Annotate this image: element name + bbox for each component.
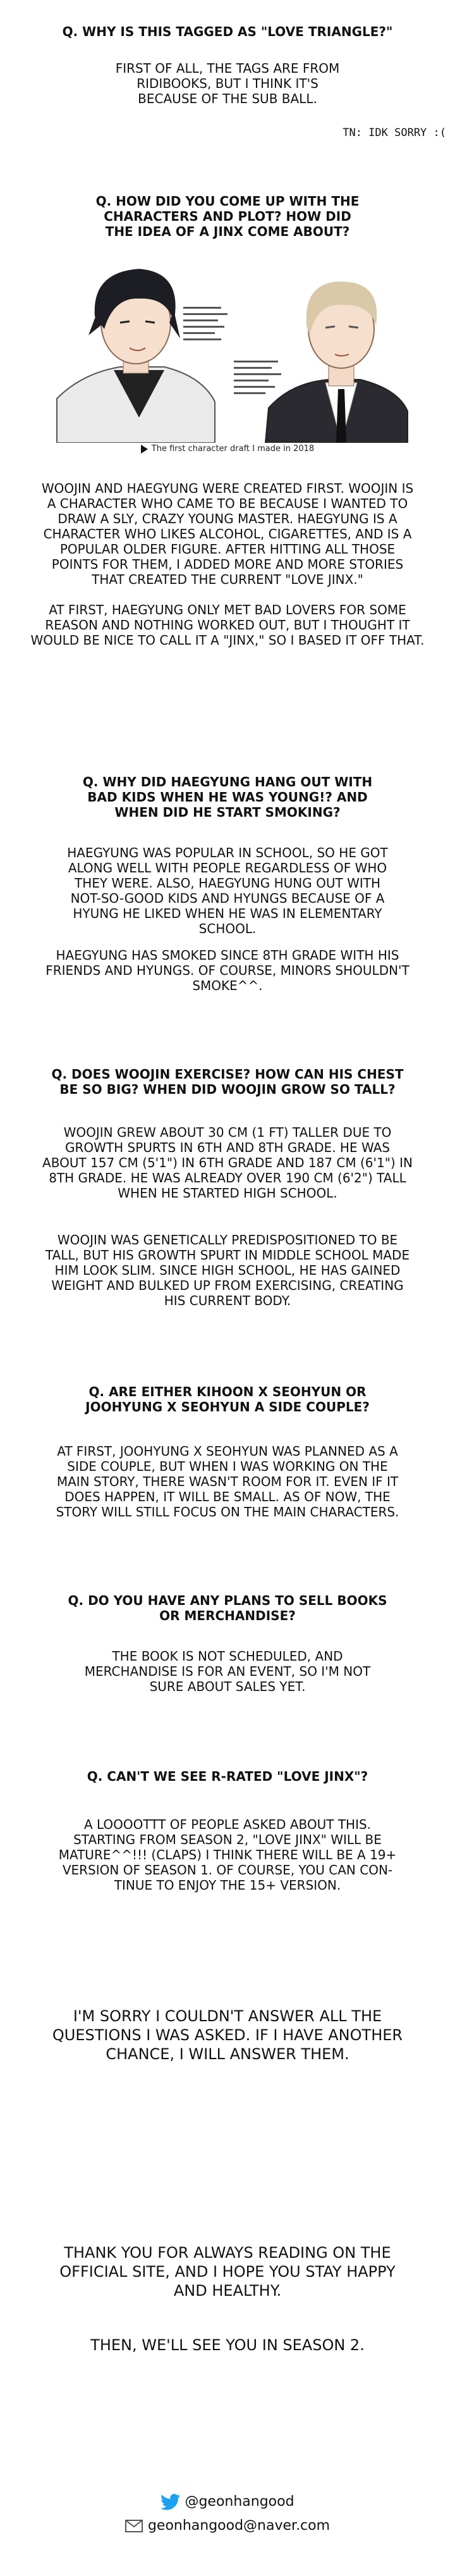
answer-r-rated: A LOOOOTTT OF PEOPLE ASKED ABOUT THIS. STARTING FROM SEASON 2, "LOVE JINX" WILL BE MATURE^^!!! (CLAPS) I THINK THERE WILL BE A 19+ VERSION OF SEASON 1. OF COURSE, YOU CAN CON- TINUE TO ENJOY THE 15+ VERSION. xyxy=(58,1817,397,1893)
question-love-triangle: Q. WHY IS THIS TAGGED AS "LOVE TRIANGLE?" xyxy=(62,24,393,39)
twitter-handle[interactable]: @geonhangood xyxy=(0,2494,455,2510)
right-sketch-notes xyxy=(234,361,281,394)
closing-apology: I'M SORRY I COULDN'T ANSWER ALL THE QUESTIONS I WAS ASKED. IF I HAVE ANOTHER CHANCE, I WILL ANSWER THEM. xyxy=(52,2007,403,2063)
question-side-couple: Q. ARE EITHER KIHOON X SEOHYUN OR JOOHYUNG X SEOHYUN A SIDE COUPLE? xyxy=(85,1384,370,1415)
question-merchandise: Q. DO YOU HAVE ANY PLANS TO SELL BOOKS OR MERCHANDISE? xyxy=(68,1593,387,1623)
answer-woojin-growth: WOOJIN GREW ABOUT 30 CM (1 FT) TALLER DUE TO GROWTH SPURTS IN 6TH AND 8TH GRADE. HE WAS ABOUT 157 CM (5'1") IN 6TH GRADE AND 187 CM (6'1") IN 8TH GRADE. HE WAS ALREADY OVER 190 CM (6'2") TALL WHEN HE STARTED HIGH SCHOOL. xyxy=(42,1125,413,1201)
question-characters-plot: Q. HOW DID YOU COME UP WITH THE CHARACTERS AND PLOT? HOW DID THE IDEA OF A JINX COME ABOUT? xyxy=(95,194,360,239)
translator-note: TN: IDK SORRY :( xyxy=(343,127,446,139)
answer-merchandise: THE BOOK IS NOT SCHEDULED, AND MERCHANDISE IS FOR AN EVENT, SO I'M NOT SURE ABOUT SALES YET. xyxy=(84,1649,371,1694)
answer-characters-plot-1: WOOJIN AND HAEGYUNG WERE CREATED FIRST. WOOJIN IS A CHARACTER WHO CAME TO BE BECAUSE I WANTED TO DRAW A SLY, CRAZY YOUNG MASTER. HAEGYUNG IS A CHARACTER WHO LIKES ALCOHOL, CIGARETTES, AND IS A POPULAR OLDER FIGURE. AFTER HITTING ALL THOSE POINTS FOR THEM, I ADDED MORE AND MORE STORIES THAT CREATED THE CURRENT "LOVE JINX." xyxy=(41,481,414,587)
answer-love-triangle: FIRST OF ALL, THE TAGS ARE FROM RIDIBOOKS, BUT I THINK IT'S BECAUSE OF THE SUB BALL. xyxy=(115,61,340,106)
haegyung-sketch xyxy=(265,282,408,443)
closing-see-you: THEN, WE'LL SEE YOU IN SEASON 2. xyxy=(90,2336,365,2354)
illustration-caption: The first character draft I made in 2018 xyxy=(0,444,455,454)
left-sketch-notes xyxy=(183,307,228,340)
answer-side-couple: AT FIRST, JOOHYUNG X SEOHYUN WAS PLANNED AS A SIDE COUPLE, BUT WHEN I WAS WORKING ON THE MAIN STORY, THERE WASN'T ROOM FOR IT. EVEN IF IT DOES HAPPEN, IT WILL BE SMALL. AS OF NOW, THE STORY WILL STILL FOCUS ON THE MAIN CHARACTERS. xyxy=(56,1444,399,1520)
question-woojin-exercise: Q. DOES WOOJIN EXERCISE? HOW CAN HIS CHEST BE SO BIG? WHEN DID WOOJIN GROW SO TALL? xyxy=(51,1067,404,1097)
twitter-bird-icon xyxy=(161,2494,181,2510)
answer-characters-plot-2: AT FIRST, HAEGYUNG ONLY MET BAD LOVERS FOR SOME REASON AND NOTHING WORKED OUT, BUT I THOUGHT IT WOULD BE NICE TO CALL IT A "JINX," SO I BASED IT OFF THAT. xyxy=(30,602,425,648)
answer-bad-kids: HAEGYUNG WAS POPULAR IN SCHOOL, SO HE GOT ALONG WELL WITH PEOPLE REGARDLESS OF WHO THEY WERE. ALSO, HAEGYUNG HUNG OUT WITH NOT-SO-GOOD KIDS AND HYUNGS BECAUSE OF A HYUNG HE LIKED WHEN HE WAS IN ELEMENTARY SCHOOL. xyxy=(67,845,388,936)
question-r-rated: Q. CAN'T WE SEE R-RATED "LOVE JINX"? xyxy=(87,1769,368,1784)
closing-thanks: THANK YOU FOR ALWAYS READING ON THE OFFICIAL SITE, AND I HOPE YOU STAY HAPPY AND HEALTHY. xyxy=(59,2244,396,2300)
play-triangle-icon xyxy=(141,445,148,454)
email-address[interactable]: geonhangood@naver.com xyxy=(0,2518,455,2534)
character-draft-illustration xyxy=(44,253,411,443)
envelope-icon xyxy=(125,2520,143,2532)
answer-smoking: HAEGYUNG HAS SMOKED SINCE 8TH GRADE WITH HIS FRIENDS AND HYUNGS. OF COURSE, MINORS SHOULDN'T SMOKE^^. xyxy=(46,948,410,993)
woojin-sketch xyxy=(57,269,215,443)
question-bad-kids-smoking: Q. WHY DID HAEGYUNG HANG OUT WITH BAD KIDS WHEN HE WAS YOUNG!? AND WHEN DID HE START SMOKING? xyxy=(82,774,373,820)
answer-woojin-body: WOOJIN WAS GENETICALLY PREDISPOSITIONED TO BE TALL, BUT HIS GROWTH SPURT IN MIDDLE SCHOOL MADE HIM LOOK SLIM. SINCE HIGH SCHOOL, HE HAS GAINED WEIGHT AND BULKED UP FROM EXERCISING, CREATING HIS CURRENT BODY. xyxy=(45,1232,410,1308)
